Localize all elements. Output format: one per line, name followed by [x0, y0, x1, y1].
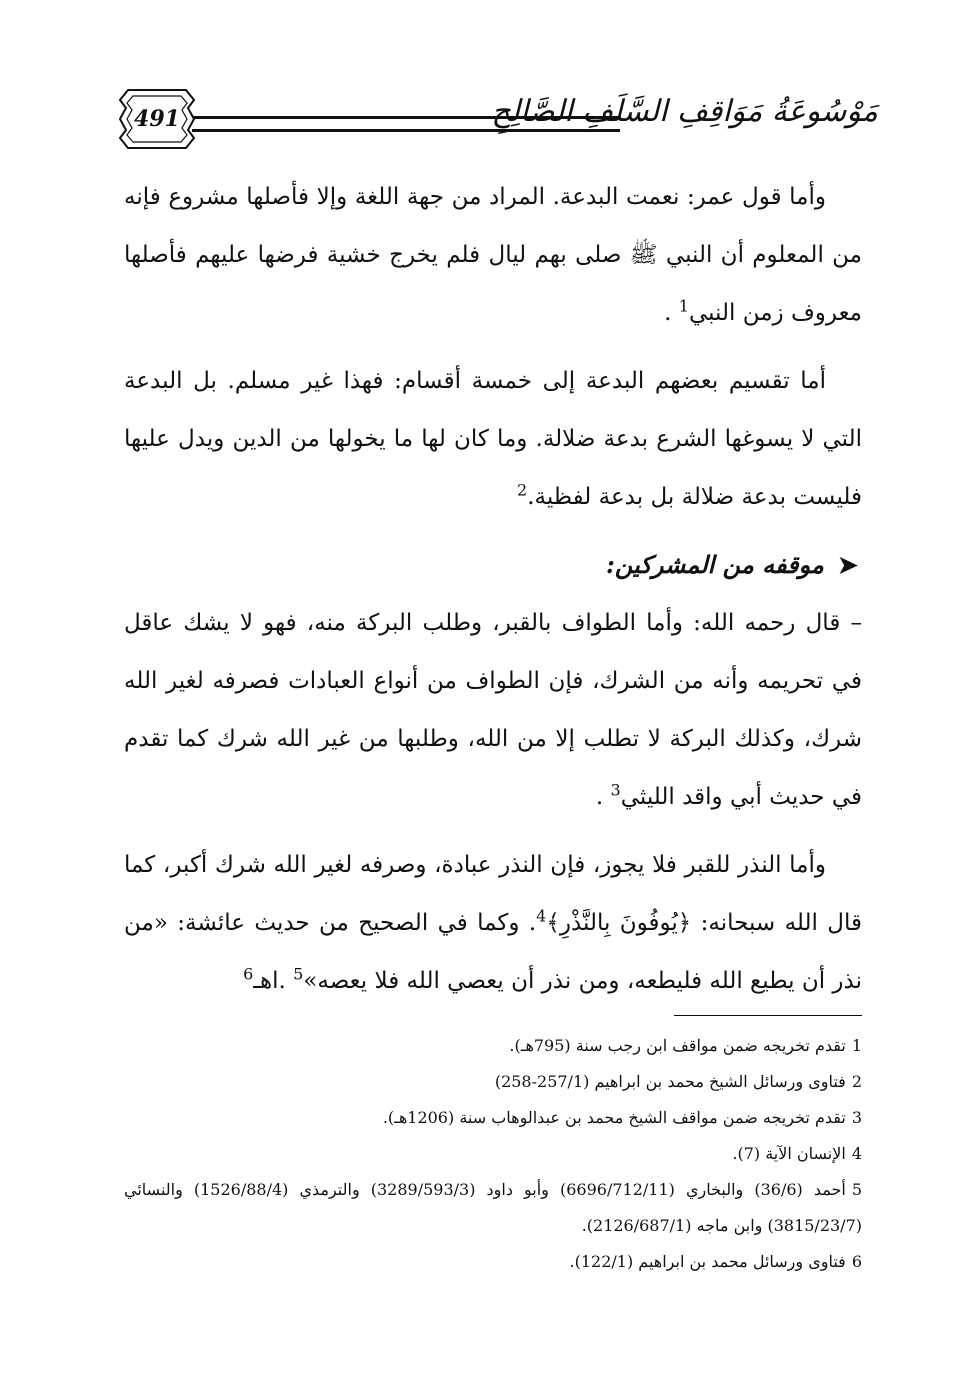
paragraph-1: وأما قول عمر: نعمت البدعة. المراد من جهة اللغة وإلا فأصلها مشروع فإنه من المعلوم أن النبي ﷺ صلى بهم ليال فلم يخرج خشية فرضها عليهم فأصلها معروف زمن النبي$^1$ . — [124, 184, 862, 326]
arrow-bullet-icon: ➤ — [837, 550, 858, 579]
footnotes — [124, 1028, 862, 1280]
header-rule — [192, 116, 620, 132]
main-text — [124, 168, 862, 1020]
book-title: مَوْسُوعَةُ مَوَاقِفِ السَّلَفِ الصَّالِحِ — [491, 94, 878, 129]
page-header — [118, 88, 878, 158]
page-number-badge — [118, 86, 196, 152]
footnote-ref-4: 4 — [536, 906, 547, 926]
footnote-1: 1تقدم تخريجه ضمن مواقف ابن رجب سنة (795هـ). — [509, 1036, 862, 1055]
page-number: 491 — [134, 106, 180, 132]
footnote-2: 2فتاوى ورسائل الشيخ محمد بن ابراهيم (257/1-258) — [494, 1072, 862, 1091]
footnote-ref-3: 3 — [610, 780, 621, 800]
footnote-5: 5أحمد (36/6) والبخاري (6696/712/11) وأبو داود (3289/593/3) والترمذي (1526/88/4) والنسائي (3815/23/7) وابن ماجه (2126/687/1). — [124, 1180, 863, 1235]
paragraph-4: وأما النذر للقبر فلا يجوز، فإن النذر عبادة، وصرفه لغير الله شرك أكبر، كما قال الله سبحانه: ﴿يُوفُونَ بِالنَّذْرِ﴾$^4$. وكما في الصحيح من حديث عائشة: «من نذر أن يطيع الله فليطعه، ومن نذر أن يعصي الله فلا يعصه»$^5$ .اهـ$^6$ — [124, 852, 862, 994]
footnote-ref-1: 1 — [678, 296, 689, 316]
footnote-ref-5: 5 — [293, 964, 304, 984]
footnote-3: 3تقدم تخريجه ضمن مواقف الشيخ محمد بن عبدالوهاب سنة (1206هـ). — [382, 1108, 862, 1127]
paragraph-2: أما تقسيم بعضهم البدعة إلى خمسة أقسام: فهذا غير مسلم. بل البدعة التي لا يسوغها الشرع بدعة ضلالة. وما كان لها ما يخولها من الدين ويدل عليها فليست بدعة ضلالة بل بدعة لفظية.$^2$ — [124, 368, 862, 510]
footnote-6: 6فتاوى ورسائل محمد بن ابراهيم (122/1). — [569, 1252, 862, 1271]
footnote-divider — [674, 1015, 862, 1016]
section-heading: ➤موقفه من المشركين: — [606, 550, 858, 579]
paragraph-3: – قال رحمه الله: وأما الطواف بالقبر، وطلب البركة منه، فهو لا يشك عاقل في تحريمه وأنه من الشرك، فإن الطواف من أنواع العبادات فصرفه لغير الله شرك، وكذلك البركة لا تطلب إلا من الله، وطلبها من غير الله شرك كما تقدم في حديث أبي واقد الليثي$^3$ . — [124, 610, 862, 810]
footnote-4: 4الإنسان الآية (7). — [732, 1144, 862, 1163]
footnote-ref-2: 2 — [517, 480, 528, 500]
footnote-ref-6: 6 — [243, 964, 254, 984]
